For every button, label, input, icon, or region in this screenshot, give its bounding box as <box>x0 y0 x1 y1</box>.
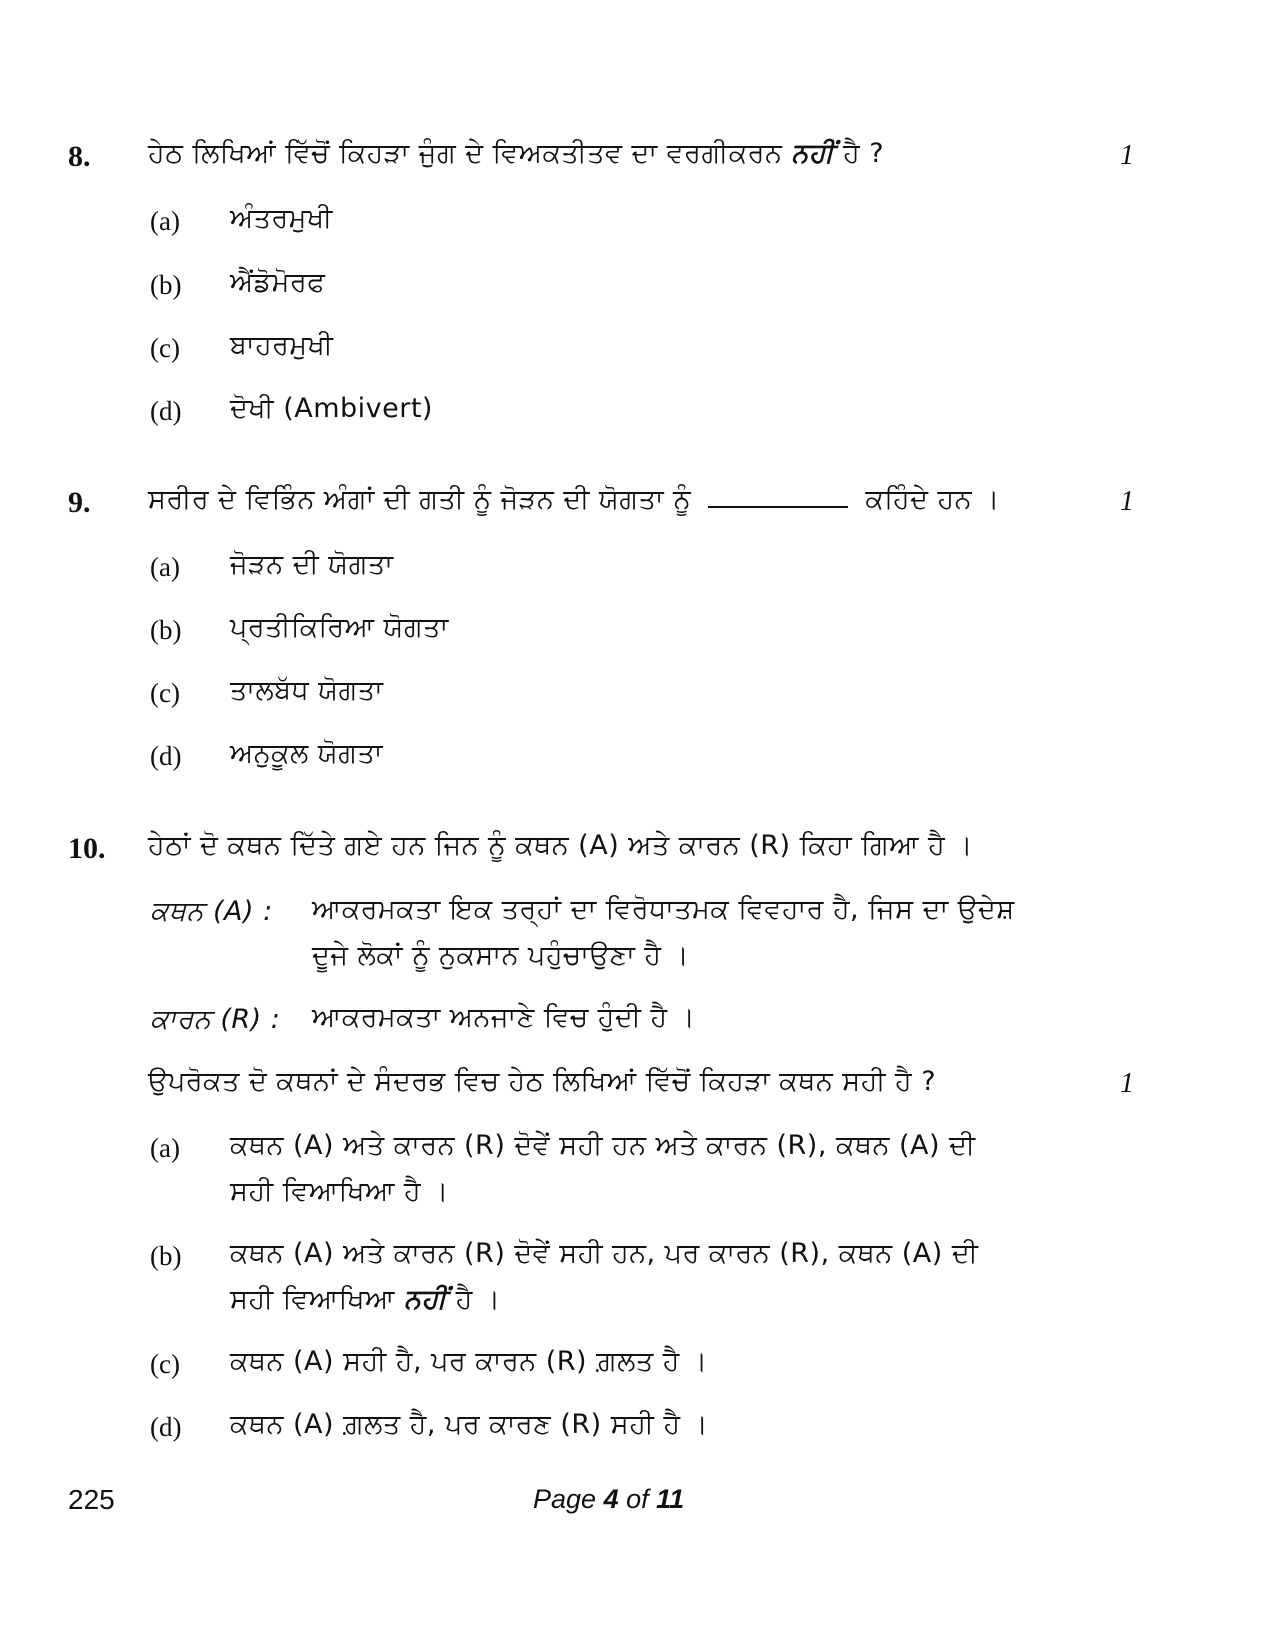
question-8-marks: 1 <box>1120 140 1134 171</box>
q8-option-b-text: ਐਂਡੋਮੋਰਫ <box>230 267 326 298</box>
q10-option-c-text: ਕਥਨ (A) ਸਹੀ ਹੈ, ਪਰ ਕਾਰਨ (R) ਗ਼ਲਤ ਹੈ । <box>230 1346 708 1377</box>
question-9-text <box>148 484 1000 516</box>
assertion-line-2: ਦੂਜੇ ਲੋਕਾਂ ਨੂੰ ਨੁਕਸਾਨ ਪਹੁੰਚਾਉਣਾ ਹੈ । <box>312 940 690 971</box>
page-total: 11 <box>656 1484 685 1514</box>
q8-option-d-label: (d) <box>150 396 182 426</box>
q8-option-a-text: ਅੰਤਰਮੁਖੀ <box>230 203 333 234</box>
page-word: Page <box>533 1484 597 1514</box>
q10-option-c-label: (c) <box>150 1349 180 1379</box>
q9-option-b-label: (b) <box>150 615 182 645</box>
q10-option-b-line-2 <box>230 1284 501 1316</box>
q9-option-c-label: (c) <box>150 678 180 708</box>
question-8-emphasis: ਨਹੀਂ <box>791 138 835 169</box>
question-8-text-before: ਹੇਠ ਲਿਖਿਆਂ ਵਿੱਚੋਂ ਕਿਹੜਾ ਜੁੰਗ ਦੇ ਵਿਅਕਤੀਤਵ ਦਾ ਵਰਗੀਕਰਨ <box>148 138 783 169</box>
q10-option-b-emphasis: ਨਹੀਂ <box>404 1284 447 1315</box>
question-9-number: 9. <box>68 486 91 519</box>
assertion-line-1: ਆਕਰਮਕਤਾ ਇਕ ਤਰ੍ਹਾਂ ਦਾ ਵਿਰੋਧਾਤਮਕ ਵਿਵਹਾਰ ਹੈ, ਜਿਸ ਦਾ ਉਦੇਸ਼ <box>312 894 1015 925</box>
reason-text: ਆਕਰਮਕਤਾ ਅਨਜਾਣੇ ਵਿਚ ਹੁੰਦੀ ਹੈ । <box>312 1002 696 1033</box>
q10-option-b-line-1: ਕਥਨ (A) ਅਤੇ ਕਾਰਨ (R) ਦੋਵੇਂ ਸਹੀ ਹਨ, ਪਰ ਕਾਰਨ (R), ਕਥਨ (A) ਦੀ <box>230 1238 979 1269</box>
q9-option-d-label: (d) <box>150 741 182 771</box>
fill-in-blank <box>708 488 848 508</box>
question-8-text <box>148 138 884 170</box>
question-9-text-before: ਸਰੀਰ ਦੇ ਵਿਭਿੰਨ ਅੰਗਾਂ ਦੀ ਗਤੀ ਨੂੰ ਜੋੜਨ ਦੀ ਯੋਗਤਾ ਨੂੰ <box>148 484 692 515</box>
question-9-marks: 1 <box>1120 486 1134 517</box>
q9-option-c-text: ਤਾਲਬੱਧ ਯੋਗਤਾ <box>230 675 384 706</box>
q8-option-a-label: (a) <box>150 206 180 236</box>
question-8-text-after: ਹੈ ? <box>843 138 885 169</box>
page-number <box>533 1484 684 1515</box>
reason-label: ਕਾਰਨ (R) : <box>150 1004 281 1035</box>
q10-option-d-text: ਕਥਨ (A) ਗ਼ਲਤ ਹੈ, ਪਰ ਕਾਰਣ (R) ਸਹੀ ਹੈ । <box>230 1409 709 1440</box>
page-current: 4 <box>603 1484 619 1514</box>
q8-option-c-label: (c) <box>150 333 180 363</box>
q10-option-a-line-2: ਸਹੀ ਵਿਆਖਿਆ ਹੈ । <box>230 1176 449 1207</box>
q10-option-b-line-2-before: ਸਹੀ ਵਿਆਖਿਆ <box>230 1284 395 1315</box>
q8-option-b-label: (b) <box>150 270 182 300</box>
q9-option-a-label: (a) <box>150 552 180 582</box>
question-9-text-after: ਕਹਿੰਦੇ ਹਨ । <box>865 484 1000 515</box>
q8-option-c-text: ਬਾਹਰਮੁਖੀ <box>230 330 334 361</box>
question-10-text: ਉਪਰੋਕਤ ਦੋ ਕਥਨਾਂ ਦੇ ਸੰਦਰਭ ਵਿਚ ਹੇਠ ਲਿਖਿਆਂ ਵਿੱਚੋਂ ਕਿਹੜਾ ਕਥਨ ਸਹੀ ਹੈ ? <box>148 1066 937 1097</box>
q9-option-d-text: ਅਨੁਕੂਲ ਯੋਗਤਾ <box>230 738 383 769</box>
question-8-number: 8. <box>68 140 91 173</box>
q10-option-b-label: (b) <box>150 1241 182 1271</box>
paper-code: 225 <box>68 1484 115 1515</box>
q10-option-b-line-2-after: ਹੈ । <box>455 1284 501 1315</box>
question-10-intro: ਹੇਠਾਂ ਦੋ ਕਥਨ ਦਿੱਤੇ ਗਏ ਹਨ ਜਿਨ ਨੂੰ ਕਥਨ (A) ਅਤੇ ਕਾਰਨ (R) ਕਿਹਾ ਗਿਆ ਹੈ । <box>148 830 973 861</box>
q9-option-a-text: ਜੋੜਨ ਦੀ ਯੋਗਤਾ <box>230 549 394 580</box>
q10-option-a-line-1: ਕਥਨ (A) ਅਤੇ ਕਾਰਨ (R) ਦੋਵੇਂ ਸਹੀ ਹਨ ਅਤੇ ਕਾਰਨ (R), ਕਥਨ (A) ਦੀ <box>230 1130 976 1161</box>
q9-option-b-text: ਪ੍ਰਤੀਕਿਰਿਆ ਯੋਗਤਾ <box>230 612 449 643</box>
assertion-label: ਕਥਨ (A) : <box>150 896 273 927</box>
question-10-number: 10. <box>68 832 106 865</box>
q10-option-a-label: (a) <box>150 1133 180 1163</box>
q8-option-d-text: ਦੋਖੀ (Ambivert) <box>230 393 433 424</box>
q10-option-d-label: (d) <box>150 1412 182 1442</box>
page-of: of <box>626 1484 649 1514</box>
question-10-marks: 1 <box>1120 1068 1134 1099</box>
